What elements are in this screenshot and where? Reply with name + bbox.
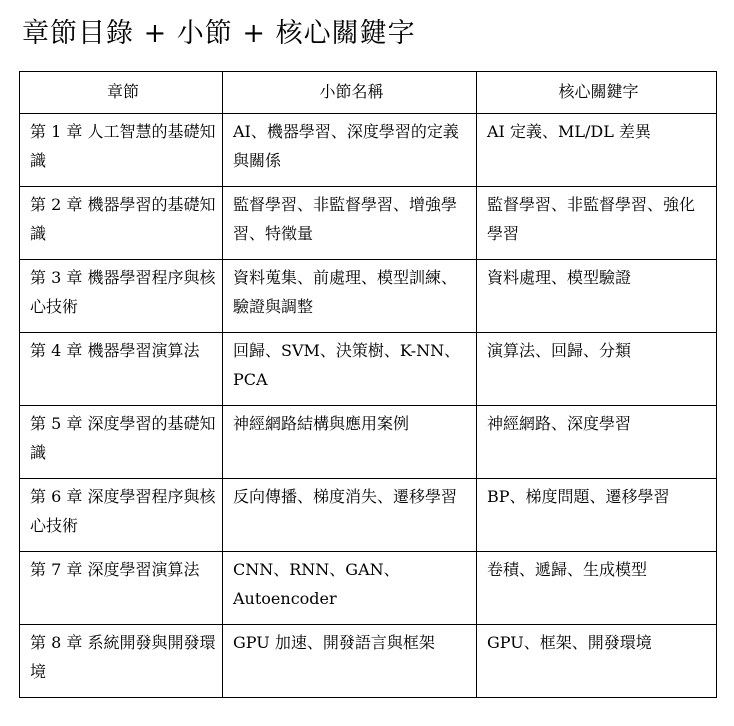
section-cell: 監督學習、非監督學習、增強學習、特徵量 <box>223 187 477 260</box>
table-row <box>20 479 717 552</box>
section-cell: CNN、RNN、GAN、Autoencoder <box>223 552 477 625</box>
section-cell: 神經網路結構與應用案例 <box>223 406 477 479</box>
chapter-cell: 第 4 章 機器學習演算法 <box>20 333 223 406</box>
table-row <box>20 552 717 625</box>
section-cell: GPU 加速、開發語言與框架 <box>223 625 477 698</box>
keywords-cell: 神經網路、深度學習 <box>477 406 717 479</box>
table-row <box>20 187 717 260</box>
chapter-table <box>19 71 717 698</box>
table-row <box>20 406 717 479</box>
chapter-cell: 第 8 章 系統開發與開發環境 <box>20 625 223 698</box>
header-keywords: 核心關鍵字 <box>477 72 717 114</box>
chapter-cell: 第 2 章 機器學習的基礎知識 <box>20 187 223 260</box>
keywords-cell: AI 定義、ML/DL 差異 <box>477 114 717 187</box>
header-chapter: 章節 <box>20 72 223 114</box>
section-cell: 資料蒐集、前處理、模型訓練、驗證與調整 <box>223 260 477 333</box>
chapter-cell: 第 1 章 人工智慧的基礎知識 <box>20 114 223 187</box>
section-cell: 反向傳播、梯度消失、遷移學習 <box>223 479 477 552</box>
keywords-cell: 卷積、遞歸、生成模型 <box>477 552 717 625</box>
keywords-cell: BP、梯度問題、遷移學習 <box>477 479 717 552</box>
header-section-name: 小節名稱 <box>223 72 477 114</box>
section-cell: AI、機器學習、深度學習的定義與關係 <box>223 114 477 187</box>
table-row <box>20 260 717 333</box>
chapter-cell: 第 7 章 深度學習演算法 <box>20 552 223 625</box>
chapter-cell: 第 5 章 深度學習的基礎知識 <box>20 406 223 479</box>
table-row <box>20 114 717 187</box>
chapter-cell: 第 6 章 深度學習程序與核心技術 <box>20 479 223 552</box>
keywords-cell: 資料處理、模型驗證 <box>477 260 717 333</box>
keywords-cell: GPU、框架、開發環境 <box>477 625 717 698</box>
table-row <box>20 625 717 698</box>
table-row <box>20 333 717 406</box>
table-header-row <box>20 72 717 114</box>
keywords-cell: 監督學習、非監督學習、強化學習 <box>477 187 717 260</box>
chapter-cell: 第 3 章 機器學習程序與核心技術 <box>20 260 223 333</box>
section-cell: 回歸、SVM、決策樹、K-NN、PCA <box>223 333 477 406</box>
document-title: 章節目錄 + 小節 + 核心關鍵字 <box>22 18 416 49</box>
keywords-cell: 演算法、回歸、分類 <box>477 333 717 406</box>
